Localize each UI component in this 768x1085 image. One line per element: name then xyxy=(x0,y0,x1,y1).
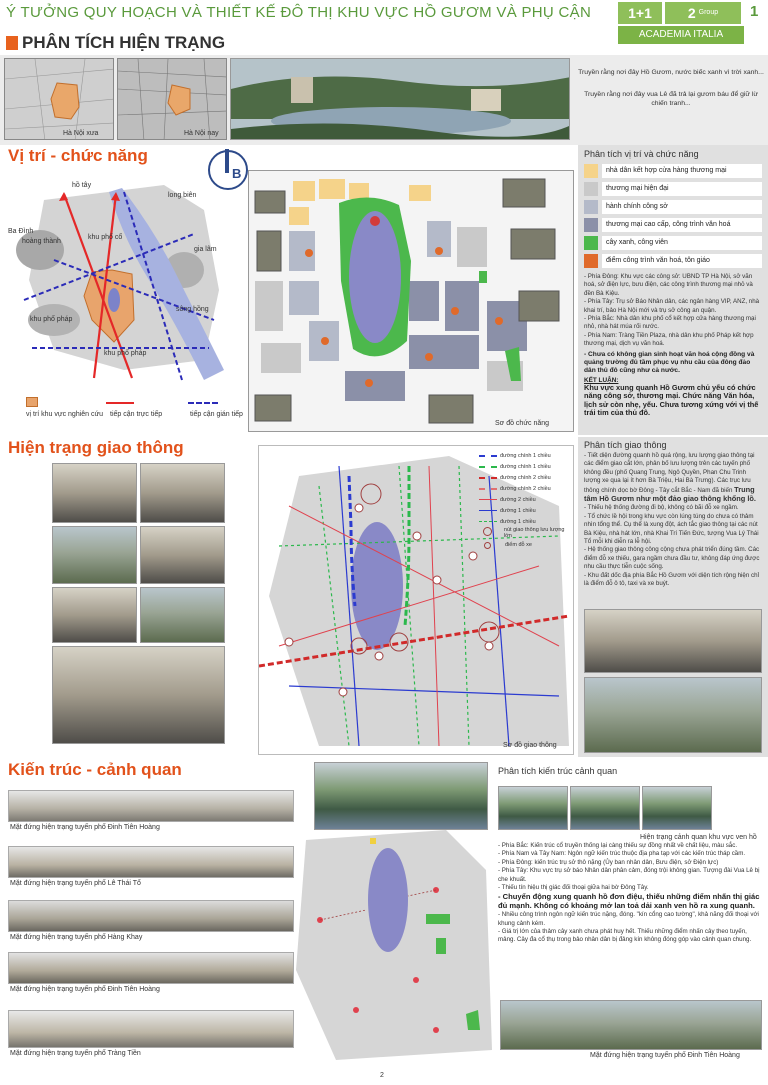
function-legend-swatch xyxy=(584,200,598,214)
arch-paragraph: - Phía Bắc: Kiến trúc cổ truyền thống lại càng thiếu sự đồng nhất về chất liệu, màu sắc. xyxy=(498,842,738,849)
function-legend-swatch xyxy=(584,218,598,232)
section-subtitle: PHÂN TÍCH HIỆN TRẠNG xyxy=(22,33,226,52)
legend-line xyxy=(479,455,497,457)
facade-caption-2: Mặt đứng hiện trạng tuyến phố Lê Thái Tổ xyxy=(10,880,141,887)
traffic-legend-label: đường 1 chiều xyxy=(500,518,536,525)
architecture-analysis-text xyxy=(498,842,760,945)
legend-direct-label: tiếp cận trực tiếp xyxy=(110,411,163,418)
legend-line xyxy=(479,488,497,490)
function-legend-row xyxy=(584,198,762,215)
orange-marker xyxy=(6,36,18,50)
traffic-photo-1 xyxy=(52,463,137,523)
legend-line xyxy=(479,521,497,522)
traffic-analysis-panel xyxy=(578,437,768,757)
traffic-photo-7 xyxy=(52,646,225,744)
arch-photo-right-1 xyxy=(498,786,568,830)
facade-caption-5: Mặt đứng hiện trạng tuyến phố Tràng Tiền xyxy=(10,1050,141,1057)
page-number: 1 xyxy=(750,3,759,20)
function-legend-label: nhà dân kết hợp cửa hàng thương mại xyxy=(602,164,762,178)
traffic-text-a-body: - Tiết diện đường quanh hồ quá rộng, lưu lượng giao thông tại các điểm giao cắt lớn, phân bố lưu lượng trên các tuyến phố không đều (phố Quang Trung, Ngô Quyền, Phan Chu Trinh lượng xe qua lại ít hơn Bà Triệu, Hai Bà Trưng). Các trục lưu thông chính dọc bờ Đông - Tây cắt Bắc - Nam đã biến xyxy=(584,452,755,494)
group-logo xyxy=(618,2,744,24)
old-map xyxy=(4,58,114,140)
conclusion-label: KẾT LUẬN: xyxy=(584,376,619,384)
label-song-hong: sông hồng xyxy=(176,306,209,313)
traffic-legend-label: đường chính 2 chiều xyxy=(500,474,551,481)
function-map-caption: Sơ đồ chức năng xyxy=(495,420,550,427)
traffic-paragraph: - Tổ chức lề hội trong khu vực còn lúng túng do chưa có thảm nhìn tổng thể. Cụ thể là xung đột, ách tắc giao thông tại các nút Bà Kiệu, nhà hát lớn, nhà Khai Trí Tiến Đức, tượng Vua Lý Thái Tổ mỗi khi diễn ra lễ hội. xyxy=(584,512,759,546)
function-paragraph: - Phía Tây: Trụ sở Báo Nhân dân, các ngân hàng VIP, ANZ, nhà khai trí, bảo Hà Nội mới và trụ sở công an quận. xyxy=(584,298,760,314)
arch-photo-right-caption: Hiện trạng cảnh quan khu vực ven hồ xyxy=(640,834,757,841)
old-map-drawing xyxy=(5,59,114,140)
group-badge-b xyxy=(665,2,741,24)
traffic-text-a xyxy=(584,452,762,504)
traffic-photo-right-1 xyxy=(584,609,762,673)
function-legend-row xyxy=(584,234,762,251)
facade-row-3 xyxy=(8,900,294,932)
facade-row-4 xyxy=(8,952,294,984)
traffic-photo-5 xyxy=(52,587,137,643)
traffic-legend-label: đường chính 1 chiều xyxy=(500,452,551,459)
arch-paragraph: - Giá trị lớn của thảm cây xanh chưa phát huy hết. Thiếu những điểm nhấn cây theo tuyến, mảng. Cây đa cổ thụ trong bảo nhân dân bị đảng kín không đóng góp vào cảnh quan chung. xyxy=(498,928,752,944)
function-analysis-title: Phân tích vị trí và chức năng xyxy=(584,149,699,159)
arch-paragraph: - Phía Tây: Khu vực trụ sở báo Nhân dân phân cảm, đóng trội không gian. Tượng đài Vua Lê bị che khuất. xyxy=(498,867,760,883)
function-legend-row xyxy=(584,216,762,233)
facade-row-5 xyxy=(8,1010,294,1048)
legend-line xyxy=(479,499,497,500)
legend-p xyxy=(484,542,491,549)
facade-caption-4: Mặt đứng hiện trạng tuyến phố Đinh Tiên Hoàng xyxy=(10,986,160,993)
compass-letter: B xyxy=(232,166,242,181)
conclusion-text: Khu vực xung quanh Hồ Gươm chủ yếu có chức năng công sở, thương mại. Chức năng Văn hóa, lịch sử còn nhẹ, yếu. Chưa tương xứng với vị thế trái tim của thủ đô. xyxy=(584,382,759,418)
label-gia-lam: gia lâm xyxy=(194,246,217,253)
traffic-text-b xyxy=(584,504,762,588)
traffic-legend-label: đường 2 chiều xyxy=(500,496,536,503)
traffic-legend-row xyxy=(479,450,573,461)
traffic-photo-right-2 xyxy=(584,677,762,753)
traffic-legend-row xyxy=(479,461,573,472)
architecture-map xyxy=(296,830,496,1062)
traffic-legend-row xyxy=(479,527,573,540)
label-khu-pho-phap-2: khu phố pháp xyxy=(104,350,147,357)
group-word: Group xyxy=(698,9,719,16)
function-legend-label: thương mại cao cấp, công trình văn hoá xyxy=(602,218,762,232)
traffic-photo-4 xyxy=(140,526,225,584)
function-legend-row xyxy=(584,180,762,197)
arch-paragraph: - Nhiều công trình ngôn ngữ kiến trúc nặng, đóng. "kín cổng cao tường", khả năng đối thoại với khung cảnh kém. xyxy=(498,911,759,927)
academy-banner: ACADEMIA ITALIA xyxy=(618,26,744,44)
location-legend xyxy=(6,395,246,418)
function-legend-label: hành chính công sở xyxy=(602,200,762,214)
function-legend xyxy=(584,162,762,269)
arch-photo-top xyxy=(314,762,488,830)
page-footer-number: 2 xyxy=(380,1072,384,1079)
function-bold-note: - Chưa có không gian sinh hoạt văn hoá cộng đồng và quảng trường đủ tầm phục vụ nhu cầu của đông đảo dân thủ đô cũng như cả nước. xyxy=(584,350,755,374)
label-long-bien: long biên xyxy=(168,192,197,199)
traffic-analysis-title: Phân tích giao thông xyxy=(584,440,667,450)
legend-indirect-label: tiếp cận gián tiếp xyxy=(190,411,243,418)
traffic-legend-label: đường chính 1 chiều xyxy=(500,463,551,470)
traffic-legend-label: đường 1 chiều xyxy=(500,507,536,514)
location-diagram xyxy=(4,170,244,390)
function-legend-label: cây xanh, công viên xyxy=(602,236,762,250)
arch-photo-bottom xyxy=(500,1000,762,1050)
old-map-caption: Hà Nội xưa xyxy=(63,130,99,137)
arch-paragraph: - Phía Nam và Tây Nam: Ngôn ngữ kiến trúc thuộc địa pha tạp với các kiến trúc tháp cầm. xyxy=(498,850,746,858)
arch-photo-right-2 xyxy=(570,786,640,830)
traffic-legend-row xyxy=(479,472,573,483)
label-ba-dinh: Ba Đình xyxy=(8,228,34,235)
traffic-photo-3 xyxy=(52,526,137,584)
legend-line xyxy=(479,466,497,468)
function-analysis-panel xyxy=(578,145,768,435)
traffic-legend-row xyxy=(479,516,573,527)
intro-line-1: Truyền rằng nơi đây Hồ Gươm, nước biếc xanh vì trời xanh... xyxy=(578,69,764,76)
legend-indirect-arrow xyxy=(188,402,218,404)
function-text xyxy=(584,273,762,349)
architecture-heading: Kiến trúc - cảnh quan xyxy=(8,760,182,779)
arch-bold-note: - Chuyển động xung quanh hồ đơn điệu, thiếu những điểm nhấn thị giác đủ mạnh. Không có khoảng mở lan toả dải xanh ven hồ ra xung quanh. xyxy=(498,892,760,910)
traffic-map-caption: Sơ đồ giao thông xyxy=(503,742,557,749)
traffic-heading: Hiện trạng giao thông xyxy=(8,438,184,457)
traffic-legend-row xyxy=(479,483,573,494)
traffic-map xyxy=(258,445,574,755)
label-hoang-thanh: hoàng thành xyxy=(22,238,61,245)
arch-analysis-title: Phân tích kiến trúc cảnh quan xyxy=(498,766,618,776)
arch-text-a xyxy=(498,842,760,892)
traffic-paragraph: - Hệ thống giao thông công cộng chưa phát triển đúng tầm. Các điểm đỗ xe thiếu, gara ngầm chưa đầu tư, không đáp ứng được nhu cầu thực tiễn cuộc sống. xyxy=(584,546,760,571)
function-legend-swatch xyxy=(584,236,598,250)
traffic-legend-row xyxy=(479,505,573,516)
arch-paragraph: - Thiếu tín hiệu thị giác đối thoại giữa hai bờ Đông Tây. xyxy=(498,884,649,892)
function-map-svg xyxy=(249,171,574,432)
group-number: 2 xyxy=(687,5,696,21)
function-legend-swatch xyxy=(584,164,598,178)
legend-circle xyxy=(483,527,492,536)
traffic-text-a-bold: Trung tâm Hồ Gươm như một đảo giao thông khổng lồ. xyxy=(584,484,756,504)
legend-area-label: vị trí khu vực nghiên cứu xyxy=(26,411,104,418)
function-paragraph: - Phía Bắc: Nhà dân khu phố cổ kết hợp cửa hàng thương mại nhỏ, nhà hát múa rối nước. xyxy=(584,315,756,331)
legend-line xyxy=(479,510,497,511)
traffic-legend-label: đường chính 2 chiều xyxy=(500,485,551,492)
facade-row-2 xyxy=(8,846,294,878)
traffic-legend-row xyxy=(479,494,573,505)
arch-text-b xyxy=(498,911,760,945)
facade-caption-1: Mặt đứng hiện trạng tuyến phố Đinh Tiên Hoàng xyxy=(10,824,160,831)
location-heading: Vị trí - chức năng xyxy=(8,146,148,165)
traffic-legend-row xyxy=(479,540,573,550)
function-paragraph: - Phía Đông: Khu vực các công sở: UBND TP Hà Nội, sở văn hoá, sở điện lực, bưu điện, các công trình thương mại nhỏ và đền Bà Kiệu. xyxy=(584,273,753,297)
facade-caption-3: Mặt đứng hiện trạng tuyến phố Hàng Khay xyxy=(10,934,143,941)
traffic-photo-6 xyxy=(140,587,225,643)
function-legend-swatch xyxy=(584,254,598,268)
function-legend-row xyxy=(584,162,762,179)
traffic-legend-label: điểm đỗ xe xyxy=(505,542,532,548)
label-khu-pho-co: khu phố cổ xyxy=(88,234,123,241)
new-map xyxy=(117,58,227,140)
facade-row-1 xyxy=(8,790,294,822)
arch-photo-right-3 xyxy=(642,786,712,830)
traffic-legend-label: nút giao thông lưu lượng lớn xyxy=(503,527,565,539)
function-legend-row xyxy=(584,252,762,269)
traffic-photo-2 xyxy=(140,463,225,523)
page-title: Ý TƯỞNG QUY HOẠCH VÀ THIẾT KẾ ĐÔ THỊ KHU VỰC HỒ GƯƠM VÀ PHỤ CẬN xyxy=(6,4,592,21)
traffic-paragraph: - Khu đất dốc địa phía Bắc Hồ Gươm với diện tích rộng hiện chỉ là điểm đỗ ô tô, taxi và xe buýt. xyxy=(584,571,759,588)
new-map-drawing xyxy=(118,59,227,140)
legend-direct-arrow xyxy=(106,402,134,404)
function-map xyxy=(248,170,574,432)
group-badge-a: 1+1 xyxy=(618,2,662,24)
label-khu-pho-phap: khu phố pháp xyxy=(30,316,73,323)
arch-photo-bottom-caption: Mặt đứng hiện trạng tuyến phố Đinh Tiên Hoàng xyxy=(590,1052,740,1059)
function-legend-swatch xyxy=(584,182,598,196)
traffic-legend xyxy=(479,450,573,550)
legend-line xyxy=(479,477,497,479)
function-paragraph: - Phía Nam: Tràng Tiền Plaza, nhà dân khu phố Pháp kết hợp thương mại, dịch vụ văn hoá. xyxy=(584,331,754,348)
traffic-paragraph: - Thiếu hệ thống đường đi bộ, không có bãi đỗ xe ngầm. xyxy=(584,504,739,512)
lake-panorama-drawing xyxy=(231,59,570,140)
intro-line-2: Truyền rằng nơi đây vua Lê đã trả lại gươm báu để giữ lừ chiến tranh... xyxy=(584,91,758,107)
label-ho-tay: hồ tây xyxy=(72,182,92,189)
legend-area-swatch xyxy=(26,397,38,407)
function-legend-label: điểm công trình văn hoá, tôn giáo xyxy=(602,254,762,268)
location-diagram-svg xyxy=(4,170,244,390)
architecture-map-svg xyxy=(296,830,496,1062)
new-map-caption: Hà Nội nay xyxy=(184,130,219,137)
function-legend-label: thương mại hiện đại xyxy=(602,182,762,196)
lake-panorama xyxy=(230,58,570,140)
arch-paragraph: - Phía Đông: kiến trúc trụ sở thô nặng (Ủy ban nhân dân, Bưu điện, sở Điện lực) xyxy=(498,858,719,866)
